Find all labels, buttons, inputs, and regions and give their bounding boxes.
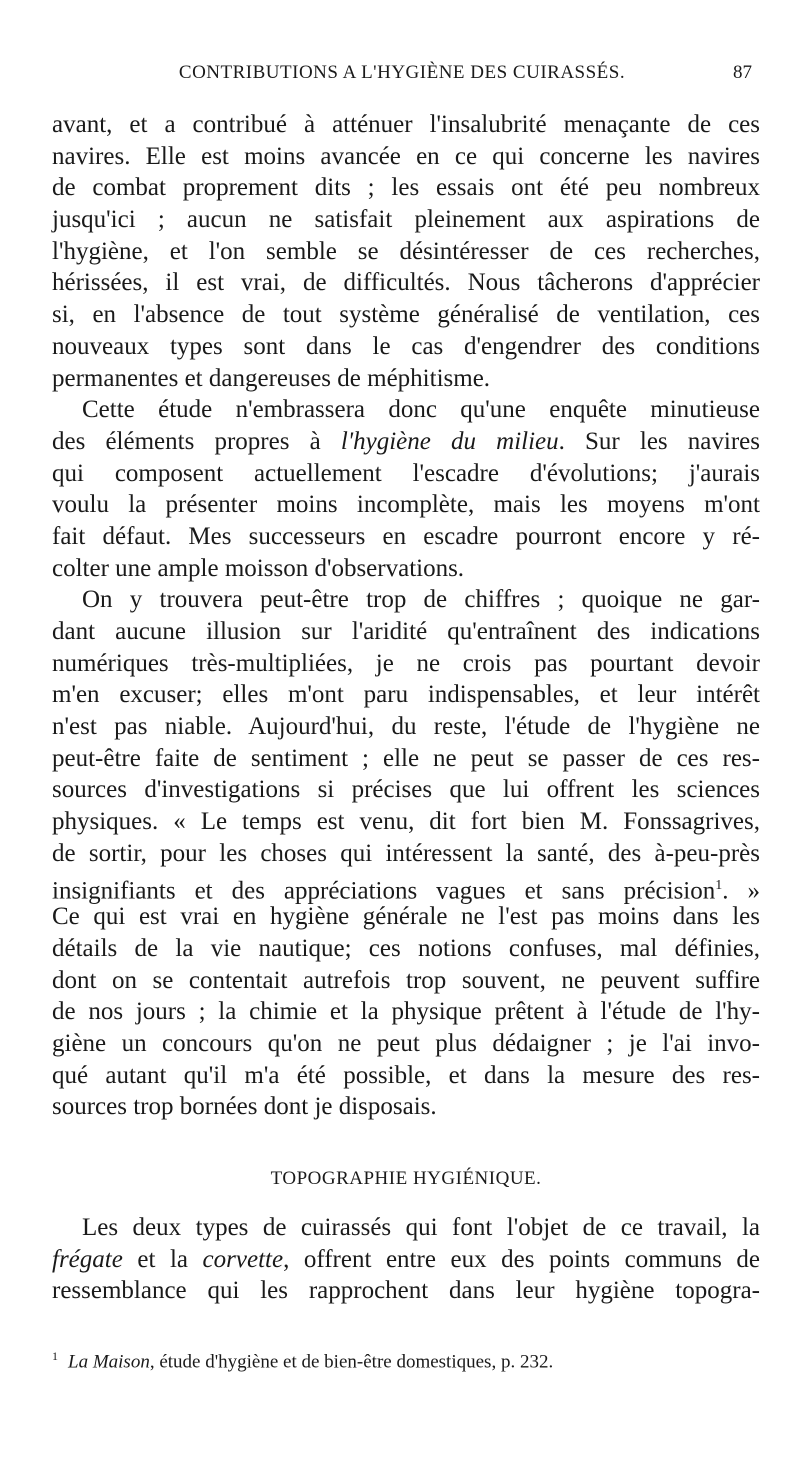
running-title: CONTRIBUTIONS A L'HYGIÈNE DES CUIRASSÉS. [178,62,626,83]
footnote-source-title: La Maison [68,1351,150,1373]
text-line: permanentes et dangereuses de méphitisme. [52,364,491,392]
section-body-text [52,1212,760,1307]
text-run: . » [722,876,760,904]
text-line: colter une ample moisson d'observations. [52,554,465,582]
body-text [52,109,760,1123]
text-line: nouveaux types sont dans le cas d'engendrer des conditions [52,332,760,360]
text-line-mixed [52,870,760,902]
text-line: avant, et a contribué à atténuer l'insalubrité menaçante de ces [52,111,760,138]
text-line: Ce qui est vrai en hygiène générale ne l'est pas moins dans les [52,903,760,931]
text-line: dant aucune illusion sur l'aridité qu'entraînent des indications [52,618,760,645]
text-line: jusqu'ici ; aucun ne satisfait pleinement aux aspirations de [52,206,760,234]
text-run: des éléments propres à [52,427,321,455]
text-line: hérissées, il est vrai, de difficultés. Nous tâcherons d'apprécier [52,269,760,297]
italic-word: corvette [202,1245,284,1273]
text-line: qué autant qu'il m'a été possible, et dans la mesure des res- [52,1061,760,1089]
text-line: voulu la présenter moins incomplète, mais les moyens m'ont [52,491,760,519]
text-line: l'hygiène, et l'on semble se désintéresser de ces recherches, [52,237,760,265]
text-line: peut-être faite de sentiment ; elle ne peut se passer de ces res- [52,744,760,772]
text-line: sources d'investigations si précises que lui offrent les sciences [52,776,760,804]
text-line: Cette étude n'embrassera donc qu'une enquête minutieuse [82,396,760,424]
footnote-text: , étude d'hygiène et de bien-être domestiques, p. 232. [149,1351,554,1373]
text-line: qui composent actuellement l'escadre d'évolutions; j'aurais [52,459,760,487]
text-line: giène un concours qu'on ne peut plus dédaigner ; je l'ai invo- [52,1029,760,1057]
section-heading: TOPOGRAPHIE HYGIÉNIQUE. [270,1168,542,1189]
footnote [52,1344,760,1374]
running-head [52,62,752,92]
text-line: On y trouvera peut-être trop de chiffres ; quoique ne gar- [82,586,760,614]
text-run: insignifiants et des appréciations vagues et sans précision [52,876,716,904]
text-line-mixed [52,426,760,458]
text-line: de combat proprement dits ; les essais ont été peu nombreux [52,174,760,202]
text-line: numériques très-multipliées, je ne crois pas pourtant devoir [52,649,760,677]
text-line: détails de la vie nautique; ces notions confuses, mal définies, [52,934,760,962]
text-line-mixed [52,1244,760,1276]
text-line: n'est pas niable. Aujourd'hui, du reste, l'étude de l'hygiène ne [52,713,760,741]
text-run: et la [122,1245,203,1273]
text-line: navires. Elle est moins avancée en ce qui concerne les navires [52,142,760,170]
text-run: , offrent entre eux des points communs de [283,1245,760,1273]
text-line: dont on se contentait autrefois trop souvent, ne peuvent suffire [52,966,760,994]
italic-phrase: l'hygiène du milieu [340,427,559,455]
text-line: physiques. « Le temps est venu, dit fort bien M. Fonssagrives, [52,808,760,836]
footnote-marker: 1 [52,1349,58,1363]
text-line: si, en l'absence de tout système généralisé de ventilation, ces [52,301,760,329]
text-line: m'en excuser; elles m'ont paru indispensables, et leur intérêt [52,681,760,709]
text-line: fait défaut. Mes successeurs en escadre pourront encore y ré- [52,522,760,550]
text-run: . Sur les navires [558,427,760,455]
text-line: ressemblance qui les rapprochent dans leur hygiène topogra- [52,1277,760,1305]
text-line: de nos jours ; la chimie et la physique prêtent à l'étude de l'hy- [52,998,760,1026]
text-line: sources trop bornées dont je disposais. [52,1093,437,1121]
italic-word: frégate [52,1245,123,1273]
page-number: 87 [733,62,752,83]
text-line: de sortir, pour les choses qui intéressent la santé, des à-peu-près [52,839,760,867]
footnote-marker: 1 [715,877,723,893]
text-line: Les deux types de cuirassés qui font l'objet de ce travail, la [82,1214,760,1241]
